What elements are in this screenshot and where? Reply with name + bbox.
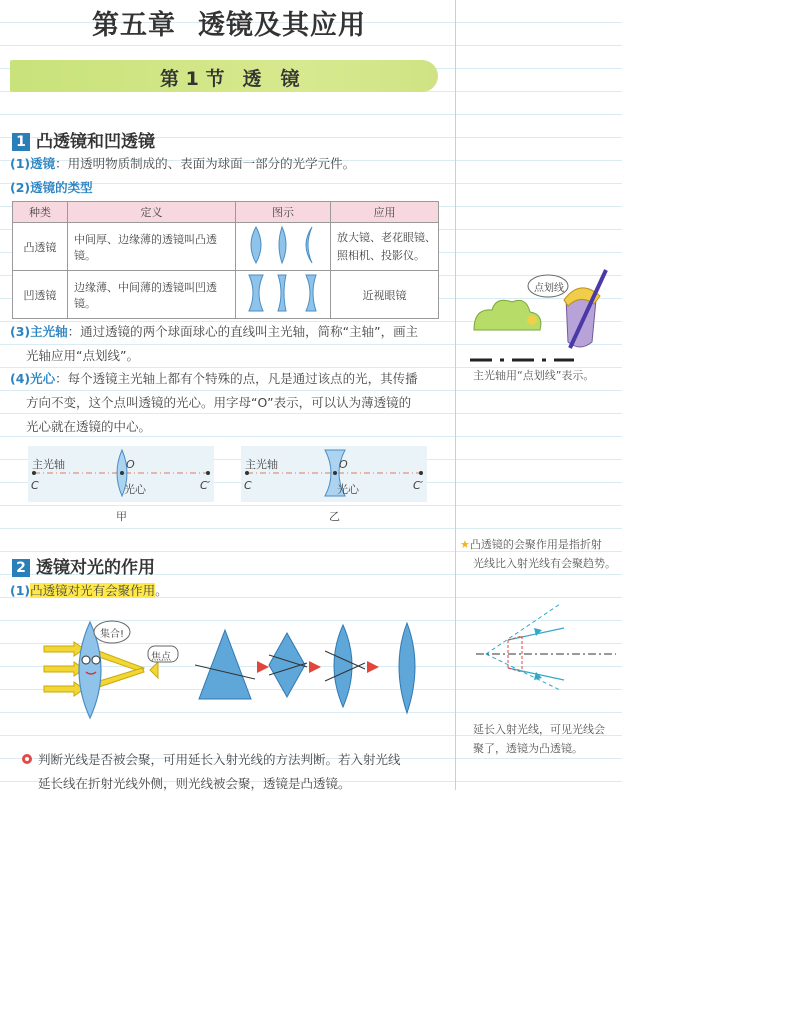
point-c-left: C bbox=[244, 479, 252, 492]
sidebar-extension-diagram bbox=[472, 600, 620, 692]
text-principal-axis-1: ：通过透镜的两个球面球心的直线叫主光轴，简称“主轴”，画主 bbox=[67, 324, 419, 339]
text-optical-center-2: 方向不变，这个点叫透镜的光心。用字母“O”表示，可以认为薄透镜的 bbox=[26, 395, 412, 410]
para-convex-converge bbox=[10, 579, 168, 603]
figure-converging-cartoon bbox=[40, 612, 185, 727]
section-name: 透 镜 bbox=[242, 68, 300, 90]
para-principal-axis bbox=[10, 320, 418, 344]
tip-text-1: 判断光线是否被会聚，可用延长入射光线的方法判断。若入射光线 bbox=[38, 752, 401, 767]
heading-badge: 2 bbox=[12, 559, 30, 577]
chapter-title bbox=[92, 3, 366, 42]
cartoon-bubble: 点划线 bbox=[534, 283, 564, 294]
figure-caption-b: 乙 bbox=[329, 510, 340, 523]
extended-rays-drawing bbox=[472, 600, 620, 692]
cell-kind: 凹透镜 bbox=[13, 271, 68, 319]
label-optical-center: (4)光心 bbox=[10, 371, 56, 386]
label-item-1: (1) bbox=[10, 583, 31, 598]
col-header-definition: 定义 bbox=[68, 202, 236, 223]
sidebar-cartoon bbox=[470, 268, 615, 368]
cell-use: 近视眼镜 bbox=[331, 271, 439, 319]
cell-concave-diagram bbox=[236, 271, 331, 319]
warning-icon bbox=[22, 754, 32, 764]
side-note-converge-1 bbox=[460, 535, 602, 554]
para-lens-def bbox=[10, 152, 355, 176]
section-number: 第 1 节 bbox=[160, 68, 225, 90]
text-optical-center-3: 光心就在透镜的中心。 bbox=[26, 419, 152, 434]
heading-convex-concave bbox=[12, 127, 155, 152]
tip-line-1 bbox=[22, 748, 401, 772]
heading-text: 透镜对光的作用 bbox=[36, 558, 155, 578]
cartoon-caption: 主光轴用“点划线”表示。 bbox=[473, 369, 595, 382]
figure-concave-axis bbox=[241, 446, 427, 502]
optical-center-label: 光心 bbox=[337, 483, 359, 496]
text-lens-def: ：用透明物质制成的、表面为球面一部分的光学元件。 bbox=[55, 156, 356, 171]
lens-types-table bbox=[12, 201, 439, 319]
point-c-left: C bbox=[31, 479, 39, 492]
cell-kind: 凸透镜 bbox=[13, 223, 68, 271]
point-c-right: C′ bbox=[200, 479, 211, 492]
cell-definition: 边缘薄、中间薄的透镜叫凹透镜。 bbox=[68, 271, 236, 319]
table-header-row bbox=[13, 202, 439, 223]
optical-center-label: 光心 bbox=[124, 483, 146, 496]
side-note-extension-1: 延长入射光线，可见光线会 bbox=[473, 723, 605, 736]
label-lens-types: (2)透镜的类型 bbox=[10, 180, 93, 195]
heading-badge: 1 bbox=[12, 133, 30, 151]
label-lens: (1)透镜 bbox=[10, 156, 56, 171]
highlight-convex-converge: 凸透镜对光有会聚作用 bbox=[30, 583, 156, 598]
text-principal-axis-2: 光轴应用“点划线”。 bbox=[26, 348, 139, 363]
bubble-focus: 焦点 bbox=[151, 652, 171, 663]
label-principal-axis: (3)主光轴 bbox=[10, 324, 68, 339]
prism-to-lens-drawing bbox=[195, 615, 430, 720]
section-title bbox=[160, 64, 299, 91]
table-row bbox=[13, 223, 439, 271]
text-period: 。 bbox=[155, 583, 168, 598]
heading-lens-effect bbox=[12, 553, 155, 578]
chapter-name: 透镜及其应用 bbox=[198, 10, 366, 41]
side-note-converge-2: 光线比入射光线有会聚趋势。 bbox=[473, 557, 616, 570]
col-header-diagram: 图示 bbox=[236, 202, 331, 223]
para-lens-types bbox=[10, 176, 93, 200]
point-o: O bbox=[339, 458, 348, 471]
cell-convex-diagram bbox=[236, 223, 331, 271]
side-note-extension-2: 聚了，透镜为凸透镜。 bbox=[473, 742, 583, 755]
figure-convex-axis bbox=[28, 446, 214, 502]
cell-definition: 中间厚、边缘薄的透镜叫凸透镜。 bbox=[68, 223, 236, 271]
concave-lens-shapes bbox=[240, 273, 326, 313]
tip-text-2: 延长线在折射光线外侧，则光线被会聚，透镜是凸透镜。 bbox=[38, 776, 351, 791]
col-header-kind: 种类 bbox=[13, 202, 68, 223]
cell-use: 放大镜、老花眼镜、照相机、投影仪。 bbox=[331, 223, 439, 271]
axis-label: 主光轴 bbox=[32, 458, 65, 471]
concave-axis-drawing bbox=[241, 446, 427, 502]
bubble-gather: 集合! bbox=[100, 629, 125, 640]
axis-label: 主光轴 bbox=[245, 458, 278, 471]
point-c-right: C′ bbox=[413, 479, 424, 492]
para-optical-center bbox=[10, 367, 418, 391]
point-o: O bbox=[126, 458, 135, 471]
note-text-1: 凸透镜的会聚作用是指折射 bbox=[469, 538, 602, 551]
convex-axis-drawing bbox=[28, 446, 214, 502]
figure-prism-sequence bbox=[195, 615, 430, 720]
table-row bbox=[13, 271, 439, 319]
margin-line bbox=[455, 0, 456, 790]
text-optical-center-1: ：每个透镜主光轴上都有个特殊的点，凡是通过该点的光，其传播 bbox=[55, 371, 418, 386]
convex-lens-shapes bbox=[240, 225, 326, 265]
heading-text: 凸透镜和凹透镜 bbox=[36, 132, 155, 152]
figure-caption-a: 甲 bbox=[116, 510, 127, 523]
chapter-number: 第五章 bbox=[92, 10, 176, 41]
star-icon: ★ bbox=[460, 538, 470, 551]
col-header-use: 应用 bbox=[331, 202, 439, 223]
